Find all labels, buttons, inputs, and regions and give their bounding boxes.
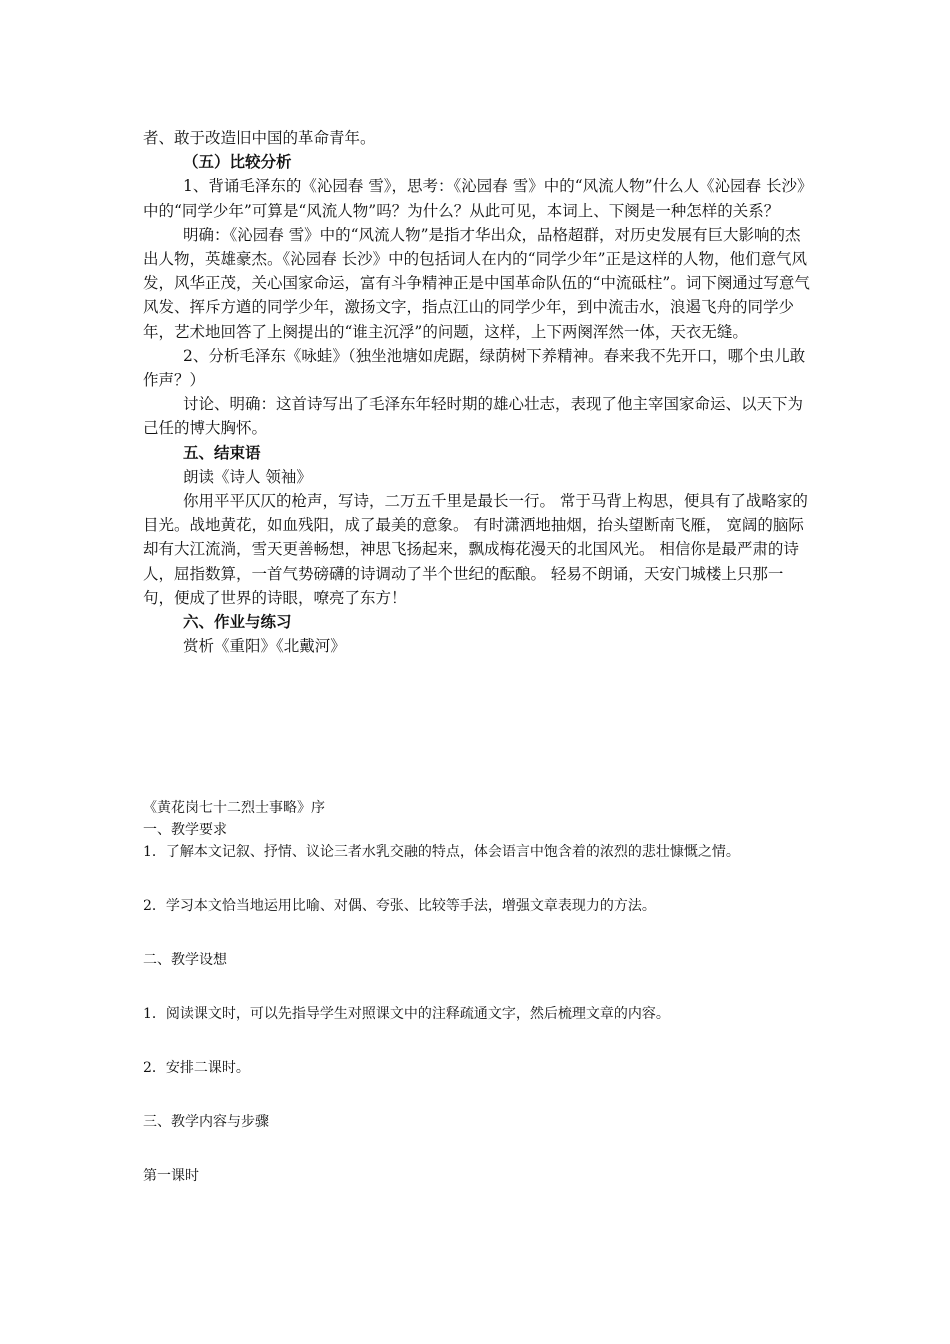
lesson-heading: 第一课时 [143,1168,199,1184]
paragraph: 朗读《诗人 领袖》 [183,467,312,486]
paragraph: 者、敢于改造旧中国的革命青年。 [143,129,376,147]
poem-paragraph: 你用平平仄仄的枪声，写诗，二万五千里是最长一行。 常于马背上构思，便具有了战略家的目光。战地黄花，如血残阳，成了最美的意象。 有时潇洒地抽烟，抬头望断南飞雁， 宽阔的脑际却有大江流淌，雪天更善畅想，神思飞扬起来，飘成梅花漫天的北国风光。 相信你是最严肃的诗人，屈指数算，一首气势磅礴的诗调动了半个世纪的酝酿。 轻易不朗诵，天安门城楼上只那一句，便成了世界的诗眼，嘹亮了东方！ [143,492,808,607]
paragraph: 2．安排二课时。 [143,1060,250,1076]
section-heading-comparison: （五）比较分析 [183,152,292,172]
section-heading: 三、教学内容与步骤 [143,1114,269,1130]
document-title: 《黄花岗七十二烈士事略》序 [143,800,325,816]
paragraph: 1、背诵毛泽东的《沁园春 雪》，思考：《沁园春 雪》中的“风流人物”什么人《沁园春 长沙》中的“同学少年”可算是“风流人物”吗？为什么？从此可见，本词上、下阕是一种怎样的关系？ [143,177,805,220]
lesson-plan-huanghuagang [143,797,811,1187]
paragraph: 明确：《沁园春 雪》中的“风流人物”是指才华出众，品格超群，对历史发展有巨大影响的杰出人物，英雄豪杰。《沁园春 长沙》中的包括词人在内的“同学少年”正是这样的人物，他们意气风发，风华正茂，关心国家命运，富有斗争精神正是中国革命队伍的“中流砥柱”。词下阕通过写意气风发、挥斥方遒的同学少年，激扬文字，指点江山的同学少年，到中流击水，浪遏飞舟的同学少年，艺术地回答了上阕提出的“谁主沉浮”的问题，这样，上下两阕浑然一体，天衣无缝。 [143,225,810,341]
section-heading: 二、教学设想 [143,952,227,968]
lesson-plan-continuation [143,126,811,658]
section-heading: 一、教学要求 [143,822,227,838]
paragraph: 1．了解本文记叙、抒情、议论三者水乳交融的特点，体会语言中饱含着的浓烈的悲壮慷慨之情。 [143,844,740,860]
section-heading-conclusion: 五、结束语 [183,442,261,462]
paragraph: 2、分析毛泽东《咏蛙》（独坐池塘如虎踞，绿荫树下养精神。春来我不先开口，哪个虫儿敢作声？） [143,346,806,390]
paragraph: 讨论、明确：这首诗写出了毛泽东年轻时期的雄心壮志，表现了他主宰国家命运、以天下为己任的博大胸怀。 [143,395,804,438]
paragraph: 赏析《重阳》《北戴河》 [183,637,346,656]
paragraph: 2．学习本文恰当地运用比喻、对偶、夸张、比较等手法，增强文章表现力的方法。 [143,898,656,914]
section-heading-homework: 六、作业与练习 [183,612,292,632]
paragraph: 1．阅读课文时，可以先指导学生对照课文中的注释疏通文字，然后梳理文章的内容。 [143,1006,670,1022]
